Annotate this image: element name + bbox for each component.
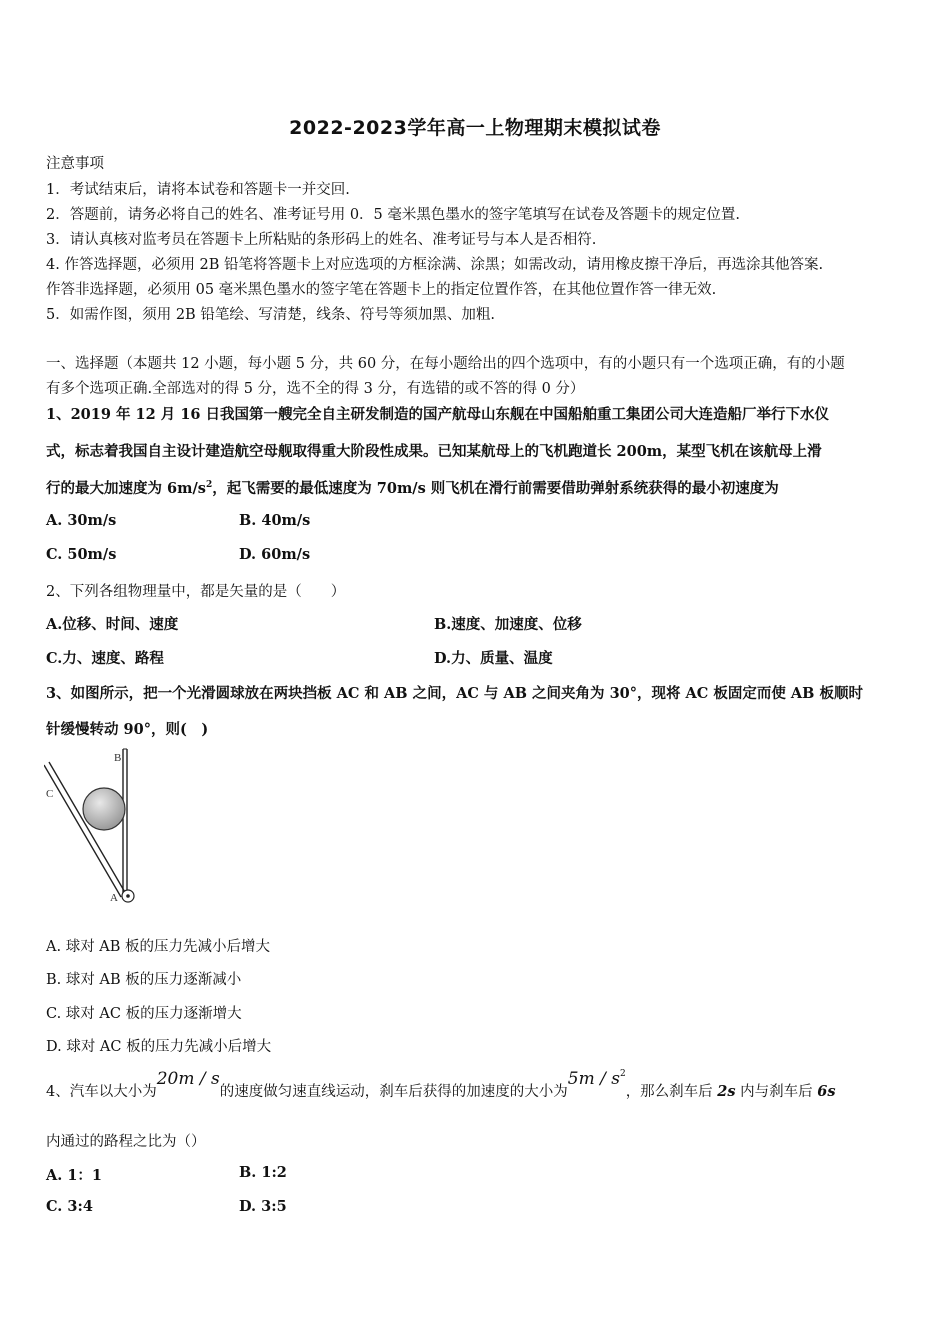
q3-figure	[44, 745, 144, 911]
notice-item-4: 4. 作答选择题，必须用 2B 铅笔将答题卡上对应选项的方框涂满、涂黑；如需改动，请用橡皮擦干净后，再选涂其他答案.	[46, 257, 824, 273]
q2-option-c[interactable]: C.力、速度、路程	[46, 650, 164, 667]
notice-item-2: 2．答题前，请务必将自己的姓名、准考证号用 0．5 毫米黑色墨水的签字笔填写在试卷及答题卡的规定位置.	[46, 207, 740, 223]
notice-item-1: 1．考试结束后，请将本试卷和答题卡一并交回.	[46, 182, 350, 198]
q4-option-c[interactable]: C. 3:4	[46, 1198, 93, 1215]
q1-stem-line3-b: ，起飞需要的最低速度为 70m/s 则飞机在滑行前需要借助弹射系统获得的最小初速度为	[212, 480, 779, 497]
q2-option-a[interactable]: A.位移、时间、速度	[46, 616, 179, 633]
q2-stem: 2、下列各组物理量中，都是矢量的是（ ）	[46, 584, 346, 600]
q1-option-b[interactable]: B. 40m/s	[239, 512, 311, 529]
q4-pre: 4、汽车以大小为	[46, 1084, 157, 1100]
q4-t1: 2s	[717, 1083, 736, 1100]
q1-stem-line3-a: 行的最大加速度为 6m/s	[46, 480, 206, 497]
q4-option-d[interactable]: D. 3:5	[239, 1198, 287, 1215]
notice-item-3: 3．请认真核对监考员在答题卡上所粘贴的条形码上的姓名、准考证号与本人是否相符.	[46, 232, 597, 248]
section-instructions-1: 一、选择题（本题共 12 小题，每小题 5 分，共 60 分，在每小题给出的四个选项中，有的小题只有一个选项正确，有的小题	[46, 356, 845, 372]
page-title: 2022-2023学年高一上物理期末模拟试卷	[289, 117, 661, 139]
q1-option-a[interactable]: A. 30m/s	[46, 512, 117, 529]
q4-stem-line1	[46, 1068, 836, 1100]
q3-option-a[interactable]: A. 球对 AB 板的压力先减小后增大	[46, 939, 271, 955]
q1-stem-line3	[46, 477, 779, 498]
q1-stem-line3-sup: 2	[205, 480, 213, 491]
q3-stem-line1: 3、如图所示，把一个光滑圆球放在两块挡板 AC 和 AB 之间，AC 与 AB 之间夹角为 30°，现将 AC 板固定而使 AB 板顺时	[46, 685, 863, 702]
q1-stem-line1: 1、2019 年 12 月 16 日我国第一艘完全自主研发制造的国产航母山东舰在中国船舶重工集团公司大连造船厂举行下水仪	[46, 406, 830, 423]
q4-t2: 6s	[817, 1083, 836, 1100]
q4-velocity: 20m / s	[156, 1069, 220, 1089]
q1-option-d[interactable]: D. 60m/s	[239, 546, 311, 563]
label-a: A	[110, 892, 118, 904]
q3-option-d[interactable]: D. 球对 AC 板的压力先减小后增大	[46, 1039, 272, 1055]
q3-option-c[interactable]: C. 球对 AC 板的压力逐渐增大	[46, 1006, 242, 1022]
q3-option-b[interactable]: B. 球对 AB 板的压力逐渐减小	[46, 972, 242, 988]
section-instructions-2: 有多个选项正确.全部选对的得 5 分，选不全的得 3 分，有选错的或不答的得 0 分）	[46, 381, 585, 397]
q4-post2: 内与刹车后	[735, 1084, 818, 1100]
q4-mid: 的速度做匀速直线运动，刹车后获得的加速度的大小为	[219, 1084, 568, 1100]
label-b: B	[114, 752, 122, 764]
q2-option-d[interactable]: D.力、质量、温度	[434, 650, 553, 667]
q1-option-c[interactable]: C. 50m/s	[46, 546, 117, 563]
q4-accel: 5m / s	[567, 1069, 620, 1089]
q1-stem-line2: 式，标志着我国自主设计建造航空母舰取得重大阶段性成果。已知某航母上的飞机跑道长 200m，某型飞机在该航母上滑	[46, 443, 822, 460]
q4-option-b[interactable]: B. 1:2	[239, 1164, 287, 1181]
notice-item-5: 5．如需作图，须用 2B 铅笔绘、写清楚，线条、符号等须加黑、加粗.	[46, 307, 495, 323]
notice-heading: 注意事项	[46, 156, 104, 172]
q3-stem-line2: 针缓慢转动 90°，则( )	[46, 721, 209, 738]
q2-option-b[interactable]: B.速度、加速度、位移	[434, 616, 582, 633]
q4-option-a[interactable]: A. 1：1	[46, 1167, 103, 1184]
notice-item-4b: 作答非选择题，必须用 05 毫米黑色墨水的签字笔在答题卡上的指定位置作答，在其他位置作答一律无效.	[46, 282, 717, 298]
q4-post1: ，那么刹车后	[625, 1084, 718, 1100]
q4-accel-sup: 2	[619, 1069, 626, 1080]
q4-stem-line2: 内通过的路程之比为（）	[46, 1134, 206, 1150]
label-c: C	[46, 788, 54, 800]
